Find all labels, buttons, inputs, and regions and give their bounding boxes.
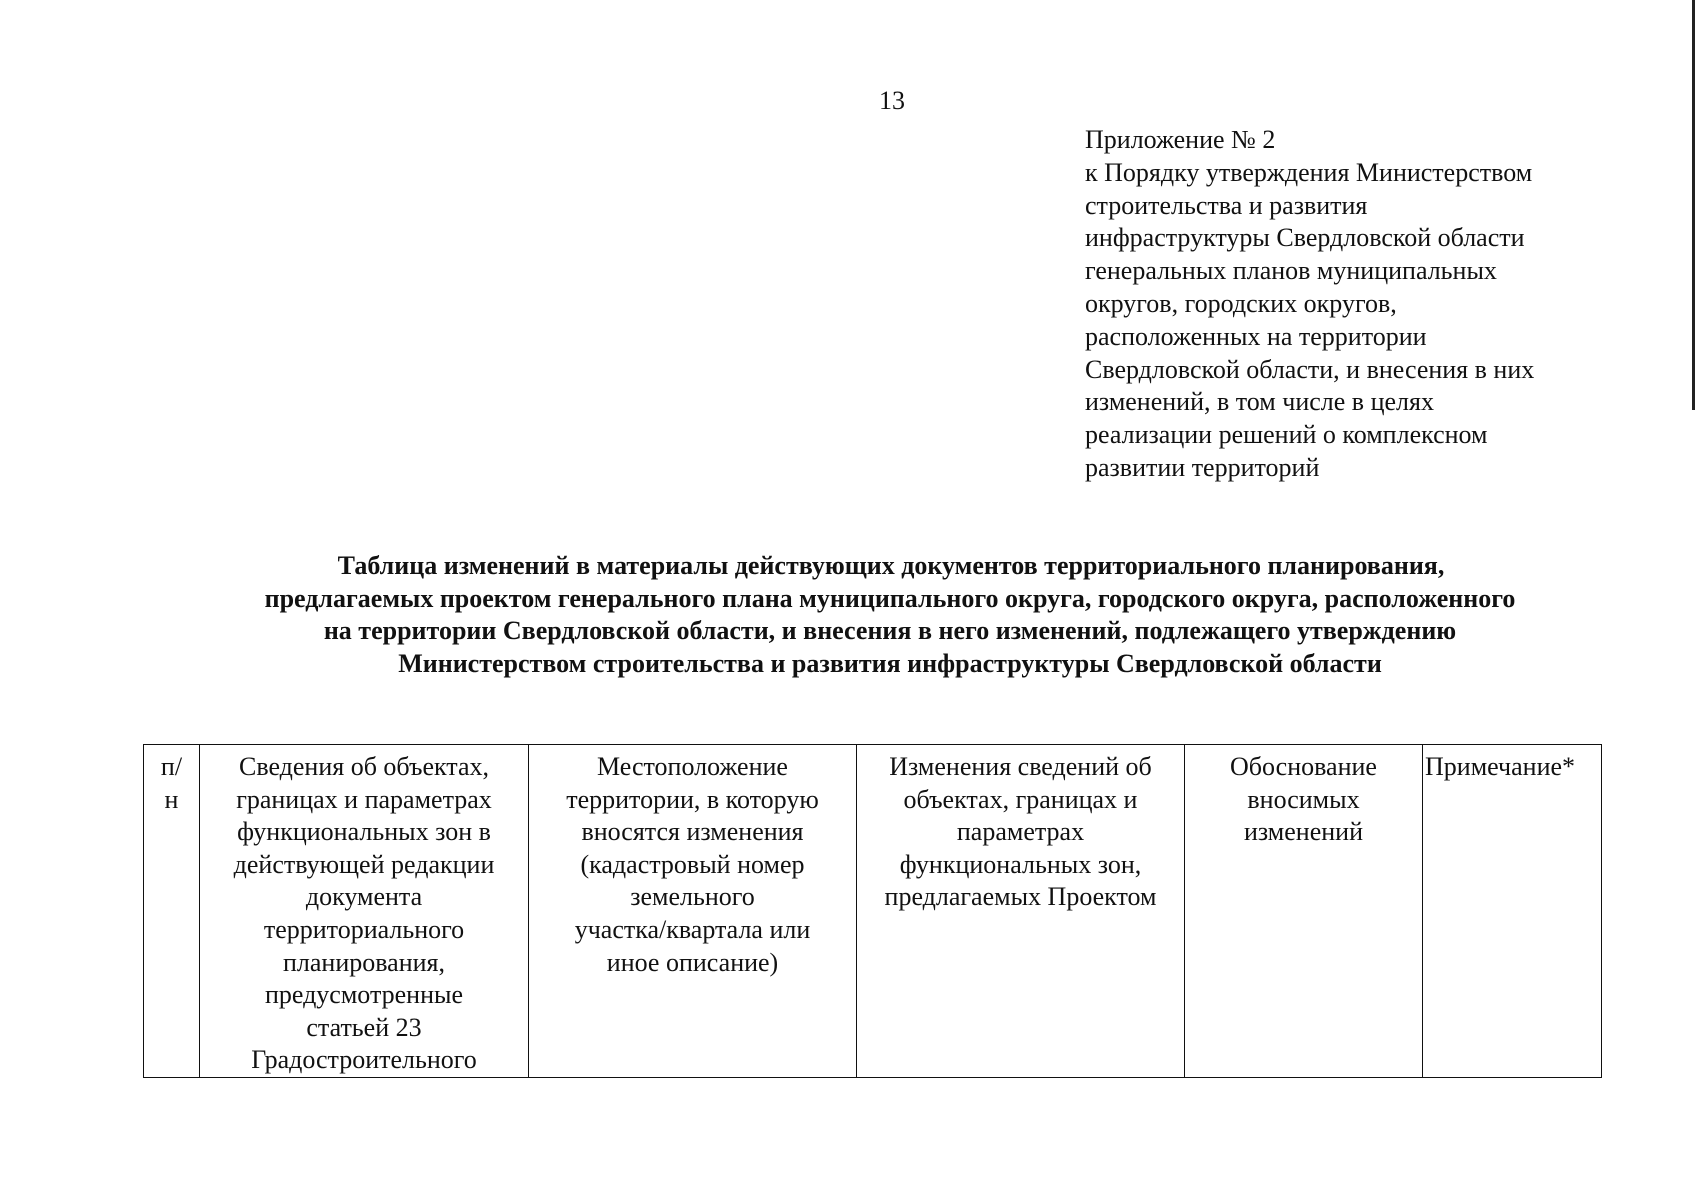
header-line: территории, в которую <box>566 784 819 814</box>
appendix-line: округов, городских округов, <box>1085 288 1397 318</box>
header-line: участка/квартала или <box>574 914 811 944</box>
appendix-line: развитии территорий <box>1085 452 1320 482</box>
title-line: предлагаемых проектом генерального плана муниципального округа, городского округа, расположенного <box>264 583 1516 613</box>
header-line: статьей 23 <box>306 1012 422 1042</box>
appendix-line: Приложение № 2 <box>1085 125 1276 154</box>
header-line: предусмотренные <box>264 980 464 1010</box>
page-number: 13 <box>879 86 905 115</box>
header-line: п/ <box>160 752 183 781</box>
header-line: предлагаемых Проектом <box>884 882 1157 912</box>
header-line: объектах, границах и <box>903 784 1138 814</box>
header-line: границах и параметрах <box>236 784 492 814</box>
header-line: вносятся изменения <box>581 817 804 847</box>
header-line: планирования, <box>282 947 446 977</box>
header-line: Градостроительного <box>251 1045 477 1075</box>
appendix-line: строительства и развития <box>1085 190 1368 220</box>
appendix-line: расположенных на территории <box>1085 321 1427 351</box>
changes-table <box>143 744 1602 1078</box>
header-line: функциональных зон в <box>237 817 491 847</box>
title-line: на территории Свердловской области, и внесения в него изменений, подлежащего утверждению <box>323 616 1457 645</box>
column-header-justification <box>1185 745 1423 1078</box>
title-line: Министерством строительства и развития инфраструктуры Свердловской области <box>398 648 1382 678</box>
column-header-location <box>529 745 857 1078</box>
header-line: земельного <box>630 882 755 912</box>
column-header-number <box>144 745 200 1078</box>
appendix-line: изменений, в том числе в целях <box>1085 387 1434 417</box>
appendix-line: инфраструктуры Свердловской области <box>1085 223 1525 253</box>
header-line: Изменения сведений об <box>889 752 1152 781</box>
appendix-line: Свердловской области, и внесения в них <box>1085 354 1535 384</box>
header-line: Обоснование <box>1230 752 1377 781</box>
header-line: действующей редакции <box>233 849 495 879</box>
header-line: Местоположение <box>597 752 788 781</box>
header-line: Сведения об объектах, <box>238 752 490 781</box>
table-header-row <box>144 745 1602 1078</box>
header-line: параметрах <box>956 817 1085 847</box>
appendix-line: к Порядку утверждения Министерством <box>1085 157 1533 187</box>
header-line: вносимых <box>1247 784 1360 814</box>
header-line: н <box>164 784 179 814</box>
scan-edge-mark <box>1692 0 1695 410</box>
appendix-header <box>1085 124 1625 485</box>
table-title <box>150 550 1630 680</box>
header-line: иное описание) <box>606 947 779 977</box>
header-line: Примечание* <box>1425 752 1576 781</box>
column-header-note <box>1423 745 1602 1078</box>
header-line: территориального <box>263 914 465 944</box>
header-line: документа <box>305 882 423 912</box>
column-header-existing-info <box>200 745 529 1078</box>
appendix-line: генеральных планов муниципальных <box>1085 256 1497 286</box>
appendix-line: реализации решений о комплексном <box>1085 420 1488 450</box>
column-header-proposed-changes <box>857 745 1185 1078</box>
header-line: функциональных зон, <box>899 849 1142 879</box>
header-line: изменений <box>1243 817 1363 847</box>
title-line: Таблица изменений в материалы действующих документов территориального планирования, <box>337 551 1445 580</box>
header-line: (кадастровый номер <box>580 849 805 879</box>
